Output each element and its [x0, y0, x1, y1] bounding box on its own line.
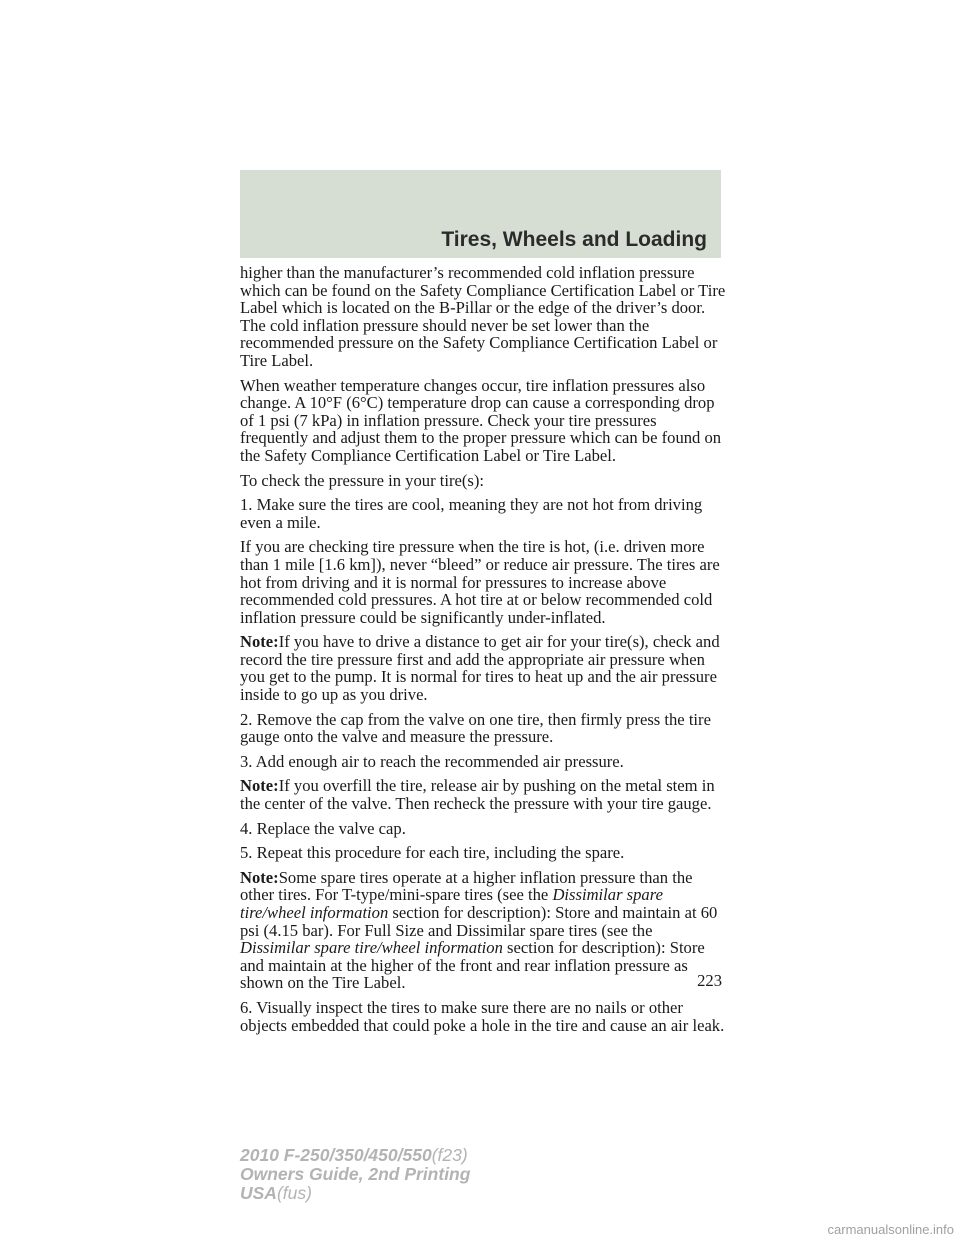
document-footer: [240, 1146, 470, 1203]
step-5: 5. Repeat this procedure for each tire, including the spare.: [240, 843, 625, 863]
step-1: 1. Make sure the tires are cool, meaning they are not hot from driving even a mile.: [240, 495, 703, 532]
note-text: If you have to drive a distance to get air for your tire(s), check and record the tire pressure first and add the appropriate air pressure when you get to the pump. It is normal for tires to heat up and the air pressure inside to go up as you drive.: [240, 632, 720, 705]
footer-region-code: (fus): [276, 1183, 312, 1203]
note-2: [240, 777, 726, 812]
note-1: [240, 633, 726, 703]
note-text: Some spare tires operate at a higher inflation pressure than the other tires. For T-type/mini-spare tires (see the: [240, 867, 693, 905]
step-6: 6. Visually inspect the tires to make sure there are no nails or other objects embedded that could poke a hole in the tire and cause an air leak.: [240, 997, 725, 1035]
section-header-band: [240, 170, 721, 258]
footer-model-code: (f23): [431, 1145, 468, 1165]
paragraph-temperature: When weather temperature changes occur, tire inflation pressures also change. A 10°F (6°C) temperature drop can cause a corresponding drop of 1 psi (7 kPa) in inflation pressure. Check your tire pressures frequently and adjust them to the proper pressure which can be found on the Safety Compliance Certification Label or Tire Label.: [240, 375, 722, 465]
page-number: 223: [697, 971, 722, 990]
note-text: section for description): Store and maintain at the higher of the front and rear inflation pressure as shown on the Tire Label.: [240, 938, 705, 993]
paragraph-check-intro: To check the pressure in your tire(s):: [240, 470, 484, 490]
note-text: section for description): Store and maintain at 60 psi (4.15 bar). For Full Size and Dissimilar spare tires (see the: [240, 903, 718, 940]
cross-reference: Dissimilar spare tire/wheel information: [240, 885, 663, 922]
note-label: Note:: [240, 867, 279, 887]
footer-model-line: [240, 1146, 470, 1165]
site-watermark: carmanualsonline.info: [827, 1222, 954, 1237]
step-2: 2. Remove the cap from the valve on one tire, then firmly press the tire gauge onto the valve and measure the pressure.: [240, 709, 711, 747]
cross-reference: Dissimilar spare tire/wheel information: [240, 938, 503, 958]
step-3: 3. Add enough air to reach the recommended air pressure.: [240, 751, 624, 771]
page-body: [240, 264, 726, 1041]
footer-model: 2010 F-250/350/450/550: [240, 1145, 432, 1165]
note-label: Note:: [240, 632, 279, 652]
footer-region-line: [240, 1184, 470, 1203]
footer-region: USA: [240, 1183, 277, 1203]
section-title: Tires, Wheels and Loading: [441, 228, 707, 251]
note-label: Note:: [240, 776, 279, 796]
paragraph-hot-tire: If you are checking tire pressure when the tire is hot, (i.e. driven more than 1 mile [1.6 km]), never “bleed” or reduce air pressure. The tires are hot from driving and it is normal for pressures to increase above recommended cold pressures. A hot tire at or below recommended cold inflation pressure could be significantly under-inflated.: [240, 537, 720, 627]
footer-guide: Owners Guide, 2nd Printing: [240, 1164, 471, 1184]
paragraph-inflation-intro: higher than the manufacturer’s recommended cold inflation pressure which can be found on the Safety Compliance Certification Label or Tire Label which is located on the B-Pillar or the edge of the driver’s door. The cold inflation pressure should never be set lower than the recommended pressure on the Safety Compliance Certification Label or Tire Label.: [240, 263, 726, 370]
note-3: [240, 869, 726, 992]
step-4: 4. Replace the valve cap.: [240, 818, 406, 838]
note-text: If you overfill the tire, release air by pushing on the metal stem in the center of the valve. Then recheck the pressure with your tire gauge.: [240, 776, 715, 814]
